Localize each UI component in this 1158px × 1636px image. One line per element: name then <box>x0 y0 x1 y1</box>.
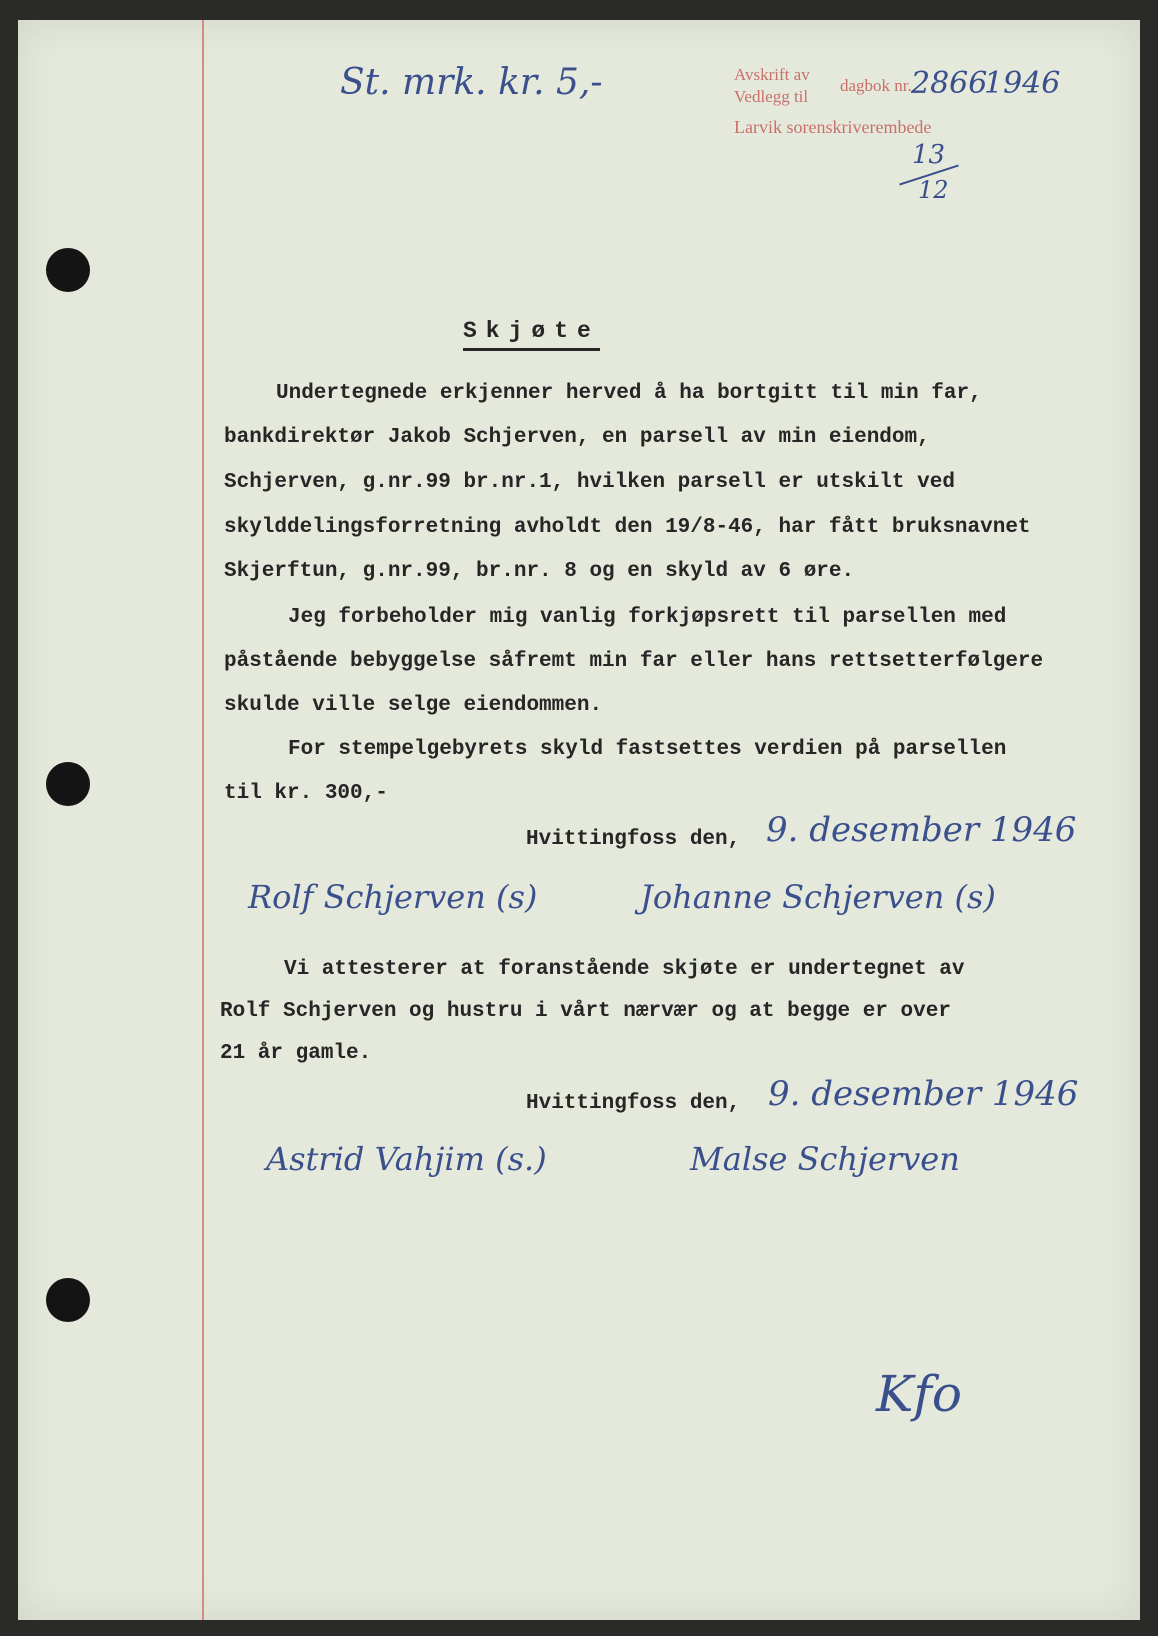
signature-grantor: Rolf Schjerven (s) <box>248 878 538 916</box>
body-line: bankdirektør Jakob Schjerven, en parsell av min eiendom, <box>224 426 930 449</box>
attest-line: Vi attesterer at foranstående skjøte er undertegnet av <box>284 958 965 981</box>
clerk-initials: Kfo <box>876 1365 962 1423</box>
signature-spouse: Johanne Schjerven (s) <box>640 878 996 916</box>
punch-hole-top <box>46 248 90 292</box>
place-date-handwritten: 9. desember 1946 <box>768 1074 1079 1114</box>
margin-rule <box>202 20 204 1620</box>
punch-hole-middle <box>46 762 90 806</box>
signature-witness-2: Malse Schjerven <box>690 1140 960 1178</box>
body-line: For stempelgebyrets skyld fastsettes verdien på parsellen <box>288 738 1007 761</box>
body-line: skulde ville selge eiendommen. <box>224 694 603 717</box>
body-line: til kr. 300,- <box>224 782 388 805</box>
date-day: 13 <box>912 140 946 170</box>
dagbok-label: dagbok nr. <box>840 76 912 95</box>
dagbok-year: 1946 <box>984 66 1061 101</box>
place-date-typed: Hvittingfoss den, <box>526 1092 741 1115</box>
body-line: påstående bebyggelse såfremt min far eller hans rettsetterfølgere <box>224 650 1044 673</box>
body-line: Schjerven, g.nr.99 br.nr.1, hvilken parsell er utskilt ved <box>224 471 955 494</box>
attest-line: 21 år gamle. <box>220 1042 372 1065</box>
body-line: Undertegnede erkjenner herved å ha bortgitt til min far, <box>276 382 982 405</box>
dagbok-number: 2866 <box>911 66 988 101</box>
registry-stamp-line1: Avskrift av <box>734 65 810 84</box>
court-office: Larvik sorenskriverembede <box>734 117 932 137</box>
attest-line: Rolf Schjerven og hustru i vårt nærvær og at begge er over <box>220 1000 951 1023</box>
body-line: skylddelingsforretning avholdt den 19/8-46, har fått bruksnavnet <box>224 516 1031 539</box>
date-month: 12 <box>918 176 949 204</box>
body-line: Skjerftun, g.nr.99, br.nr. 8 og en skyld av 6 øre. <box>224 560 855 583</box>
signature-witness-1: Astrid Vahjim (s.) <box>266 1140 547 1178</box>
registry-stamp-line2: Vedlegg til <box>734 87 809 106</box>
stamp-fee-note: St. mrk. kr. 5,- <box>340 62 603 103</box>
document-page <box>18 20 1140 1620</box>
body-line: Jeg forbeholder mig vanlig forkjøpsrett til parsellen med <box>288 606 1007 629</box>
place-date-typed: Hvittingfoss den, <box>526 828 741 851</box>
place-date-handwritten: 9. desember 1946 <box>766 810 1077 850</box>
document-title: Skjøte <box>463 318 600 351</box>
punch-hole-bottom <box>46 1278 90 1322</box>
